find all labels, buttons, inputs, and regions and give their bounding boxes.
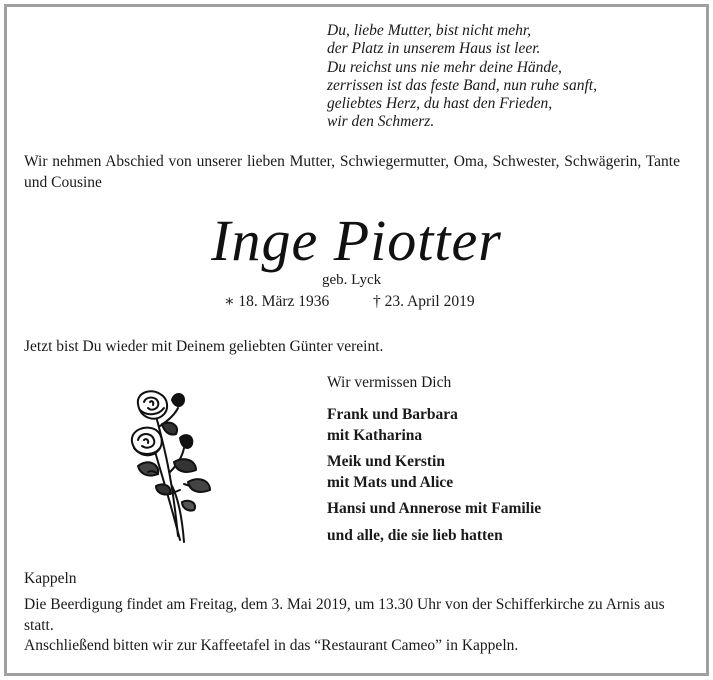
mourner-line: mit Mats und Alice: [327, 473, 454, 491]
mourner-group: [327, 452, 541, 493]
mourner-line: mit Katharina: [327, 426, 423, 444]
rose-icon: [126, 386, 218, 546]
poem-line: der Platz in unserem Haus ist leer.: [327, 40, 541, 58]
mourners-list: [327, 405, 541, 552]
funeral-info: [24, 595, 684, 657]
mourner-group: [327, 499, 541, 520]
funeral-line: Anschließend bitten wir zur Kaffeetafel in das “Restaurant Cameo” in Kappeln.: [24, 637, 519, 654]
birth-date: ∗ 18. März 1936: [224, 293, 330, 310]
poem-line: wir den Schmerz.: [327, 113, 435, 131]
mourner-line: Frank und Barbara: [327, 406, 458, 423]
poem-line: zerrissen ist das feste Band, nun ruhe sanft,: [327, 76, 597, 94]
deceased-name: Inge Piotter: [211, 208, 502, 273]
poem-line: Du, liebe Mutter, bist nicht mehr,: [327, 22, 532, 39]
mourner-line: und alle, die sie lieb hatten: [327, 526, 503, 544]
mourner-line: Meik und Kerstin: [327, 453, 445, 470]
memorial-poem: [327, 22, 597, 132]
maiden-name: geb. Lyck: [322, 272, 382, 288]
mourner-line: Hansi und Annerose mit Familie: [327, 500, 542, 517]
place-name: Kappeln: [24, 570, 77, 587]
mourner-group: [327, 526, 541, 547]
reunited-text: Jetzt bist Du wieder mit Deinem geliebten Günter vereint.: [24, 338, 384, 355]
mourner-group: [327, 405, 541, 446]
poem-line: Du reichst uns nie mehr deine Hände,: [327, 58, 562, 76]
poem-line: geliebtes Herz, du hast den Frieden,: [327, 95, 553, 113]
farewell-intro: Wir nehmen Abschied von unserer lieben Mutter, Schwiegermutter, Oma, Schwester, Schwägerin, Tante und Cousine: [24, 153, 680, 191]
death-date: † 23. April 2019: [373, 293, 475, 310]
miss-text: Wir vermissen Dich: [327, 374, 452, 391]
funeral-line: Die Beerdigung findet am Freitag, dem 3. Mai 2019, um 13.30 Uhr von der Schifferkirche zu Arnis aus statt.: [24, 596, 665, 634]
